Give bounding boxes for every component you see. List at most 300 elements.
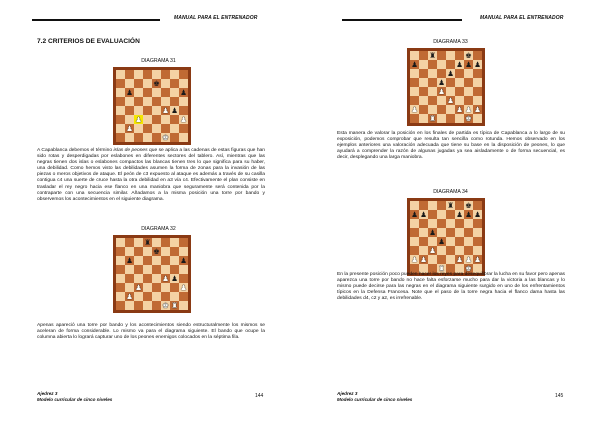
board-square <box>455 219 464 228</box>
board-square <box>446 78 455 87</box>
white-pawn-icon: ♟ <box>180 283 187 292</box>
white-pawn-icon: ♟ <box>420 255 427 264</box>
board-square <box>125 247 134 256</box>
board-square <box>143 88 152 97</box>
board-square <box>125 70 134 79</box>
board-square <box>116 97 125 106</box>
board-square <box>152 265 161 274</box>
board-square <box>473 96 482 105</box>
board-square <box>116 265 125 274</box>
board-square <box>161 274 170 283</box>
white-pawn-icon: ♟ <box>135 115 142 124</box>
board-square <box>455 69 464 78</box>
board-square <box>464 69 473 78</box>
board-square <box>464 114 473 123</box>
black-king-icon: ♚ <box>153 247 160 256</box>
white-pawn-icon: ♟ <box>126 292 133 301</box>
board-square <box>170 115 179 124</box>
board-square <box>419 201 428 210</box>
board-square <box>134 70 143 79</box>
board-square <box>473 87 482 96</box>
board-square <box>410 114 419 123</box>
chess-board-diagram-32 <box>113 235 191 313</box>
white-pawn-icon: ♟ <box>474 105 481 114</box>
black-rook-icon: ♜ <box>447 201 454 210</box>
board-square <box>152 133 161 142</box>
board-square <box>116 283 125 292</box>
black-rook-icon: ♜ <box>144 238 151 247</box>
board-square <box>134 115 143 124</box>
board-square <box>125 88 134 97</box>
board-square <box>410 228 419 237</box>
chess-board-diagram-33 <box>407 48 485 126</box>
board-square <box>143 115 152 124</box>
board-square <box>179 97 188 106</box>
white-pawn-icon: ♟ <box>162 274 169 283</box>
black-rook-icon: ♜ <box>429 51 436 60</box>
running-header: MANUAL PARA EL ENTRENADOR <box>174 15 258 21</box>
board-square <box>170 124 179 133</box>
paragraph-torre-por-bando: Apenas apareció una torre por bando y los acontecimientos siendo estructuralmente los mismos se aceleran de forma considerable. Lo mismo va para el diagrama siguiente. El bando que ocupe la columna abierta lo logrará capturar uno de los peones enemigos colocados en la séptima fila. <box>37 323 265 341</box>
board-square <box>116 247 125 256</box>
board-square <box>410 237 419 246</box>
board-square <box>134 79 143 88</box>
board-square <box>455 237 464 246</box>
board-square <box>419 255 428 264</box>
board-square <box>464 228 473 237</box>
white-rook-icon: ♜ <box>429 114 436 123</box>
board-square <box>446 255 455 264</box>
board-square <box>116 256 125 265</box>
board-square <box>437 219 446 228</box>
black-pawn-icon: ♟ <box>438 78 445 87</box>
board-square <box>437 201 446 210</box>
board-square <box>161 256 170 265</box>
board-square <box>170 97 179 106</box>
board-square <box>152 106 161 115</box>
header-rule <box>32 19 160 21</box>
board-square <box>170 247 179 256</box>
board-square <box>428 78 437 87</box>
board-square <box>125 124 134 133</box>
board-square <box>116 133 125 142</box>
chess-board-diagram-34 <box>407 198 485 276</box>
paragraph-defensa-francesa: En la presente posición poco pueden hacer los reyes para desequilibrar la lucha en su favor pero apenas aparezca una torre por bando no hace falta esforzarse mucho para dar la victoria a las blancas y lo mismo puede decirse para las negras en el diagrama siguiente surgido en uno de los enfrentamientos típicos en la Defensa Francesa. Note que el paso de la torre negra hacia el flanco dama hasta las debilidades d4, c2 y a2, es irrefrenable. <box>337 272 565 302</box>
board-square <box>473 69 482 78</box>
board-square <box>437 210 446 219</box>
board-square <box>134 238 143 247</box>
board-square <box>473 210 482 219</box>
board-square <box>419 105 428 114</box>
board-square <box>125 274 134 283</box>
board-square <box>170 70 179 79</box>
board-square <box>410 255 419 264</box>
paragraph-capablanca-valoracion: Esta manera de valorar la posición en los finales de partida es típica de Capablanca a lo largo de su exposición, podemos comprobar que resulta tan sencilla como rotunda. Hemos observado en los ejemplos anteriores una valoración adecuada que tiene su base en la disposición de peones, lo que ayudará a comprender la razón de algunas jugadas ya sea aisladamente o de forma secuencial, es decir, desplegando una larga maniobra. <box>337 131 565 161</box>
board-square <box>179 283 188 292</box>
board-square <box>152 256 161 265</box>
board-square <box>419 96 428 105</box>
board-square <box>170 88 179 97</box>
board-square <box>134 265 143 274</box>
board-square <box>143 79 152 88</box>
board-square <box>428 246 437 255</box>
board-square <box>134 106 143 115</box>
diagram-33-label: DIAGRAMA 33 <box>433 39 468 45</box>
board-square <box>161 238 170 247</box>
board-square <box>143 292 152 301</box>
white-rook-icon: ♜ <box>438 264 445 273</box>
black-king-icon: ♚ <box>465 201 472 210</box>
board-square <box>455 210 464 219</box>
board-square <box>170 256 179 265</box>
board-square <box>170 238 179 247</box>
board-square <box>473 114 482 123</box>
board-square <box>143 247 152 256</box>
board-square <box>179 115 188 124</box>
board-square <box>473 228 482 237</box>
board-square <box>446 69 455 78</box>
board-square <box>410 210 419 219</box>
board-square <box>446 210 455 219</box>
black-king-icon: ♚ <box>465 51 472 60</box>
black-pawn-icon: ♟ <box>171 106 178 115</box>
white-king-icon: ♚ <box>465 114 472 123</box>
black-pawn-icon: ♟ <box>438 237 445 246</box>
board-square <box>464 96 473 105</box>
board-square <box>428 51 437 60</box>
board-square <box>125 238 134 247</box>
board-square <box>161 97 170 106</box>
board-square <box>143 274 152 283</box>
board-square <box>152 88 161 97</box>
diagram-34-label: DIAGRAMA 34 <box>433 189 468 195</box>
black-pawn-icon: ♟ <box>465 60 472 69</box>
white-pawn-icon: ♟ <box>126 124 133 133</box>
footer-line-2: Modelo curricular de cinco niveles <box>337 396 413 402</box>
black-pawn-icon: ♟ <box>126 88 133 97</box>
board-square <box>446 219 455 228</box>
board-square <box>473 60 482 69</box>
board-square <box>179 124 188 133</box>
board-square <box>143 106 152 115</box>
italic-term: islas de peones <box>113 148 148 153</box>
board-square <box>179 247 188 256</box>
black-king-icon: ♚ <box>153 79 160 88</box>
chess-board-diagram-31 <box>113 67 191 145</box>
board-square <box>410 201 419 210</box>
board-square <box>428 237 437 246</box>
board-square <box>428 219 437 228</box>
board-square <box>455 60 464 69</box>
board-square <box>161 301 170 310</box>
black-pawn-icon: ♟ <box>180 256 187 265</box>
board-square <box>161 247 170 256</box>
board-square <box>410 105 419 114</box>
board-square <box>143 238 152 247</box>
black-pawn-icon: ♟ <box>411 60 418 69</box>
board-square <box>161 265 170 274</box>
board-square <box>455 246 464 255</box>
board-square <box>179 265 188 274</box>
board-square <box>446 96 455 105</box>
board-square <box>464 51 473 60</box>
board-square <box>428 114 437 123</box>
board-square <box>446 246 455 255</box>
board-square <box>134 283 143 292</box>
board-square <box>134 247 143 256</box>
board-square <box>170 301 179 310</box>
header-rule <box>342 19 462 21</box>
board-square <box>161 106 170 115</box>
board-square <box>473 51 482 60</box>
board-square <box>437 237 446 246</box>
board-square <box>419 210 428 219</box>
board-square <box>179 70 188 79</box>
white-pawn-icon: ♟ <box>438 87 445 96</box>
board-square <box>455 114 464 123</box>
board-square <box>179 238 188 247</box>
board-square <box>125 265 134 274</box>
board-square <box>473 246 482 255</box>
board-square <box>143 283 152 292</box>
white-king-icon: ♚ <box>465 264 472 273</box>
board-square <box>428 69 437 78</box>
board-square <box>161 115 170 124</box>
board-square <box>455 255 464 264</box>
board-square <box>116 70 125 79</box>
board-square <box>455 201 464 210</box>
board-square <box>134 292 143 301</box>
board-square <box>179 292 188 301</box>
footer-line-1: Ajedrez 3 <box>337 391 358 396</box>
board-square <box>446 105 455 114</box>
board-square <box>152 115 161 124</box>
black-pawn-icon: ♟ <box>429 228 436 237</box>
board-square <box>437 255 446 264</box>
board-square <box>464 246 473 255</box>
board-square <box>125 301 134 310</box>
board-square <box>437 96 446 105</box>
black-pawn-icon: ♟ <box>474 210 481 219</box>
board-square <box>410 96 419 105</box>
page-number: 144 <box>255 393 264 399</box>
board-square <box>446 51 455 60</box>
board-square <box>419 87 428 96</box>
board-square <box>125 256 134 265</box>
board-square <box>179 256 188 265</box>
board-square <box>161 70 170 79</box>
board-square <box>419 114 428 123</box>
white-pawn-icon: ♟ <box>162 106 169 115</box>
board-square <box>152 124 161 133</box>
white-rook-icon: ♜ <box>171 301 178 310</box>
board-square <box>428 87 437 96</box>
board-square <box>410 219 419 228</box>
board-square <box>170 106 179 115</box>
board-square <box>428 228 437 237</box>
board-square <box>428 255 437 264</box>
white-king-icon: ♚ <box>162 301 169 310</box>
board-square <box>410 60 419 69</box>
diagram-31-label: DIAGRAMA 31 <box>141 58 176 64</box>
board-square <box>125 97 134 106</box>
paragraph-islas-de-peones: A Capablanca debemos el término islas de peones que se aplica a las cadenas de estas figuras que han sido rotas y desperdigadas por eslabones en diferentes sectores del tablero. Así, mientras que las negras tienen dos islas o eslabones compactos las blancas tienen tres lo que significa para su haber, una debilidad. Como hemos visto las debilidades asumen la forma de zonas para la invasión de las piezas o meros objetivos de ataque. El peón de c3 expuesto al ataque es además a través de su casilla contigua c4 una suerte de cruce hasta la otra debilidad en a3 vía c4. Efectivamente el plan consiste en trasladar el rey negro hacia ese flanco en una maniobra que seguramente será contenida por la contraparte con una secuencia similar. Añadamos a la misma posición una torre por bando y observemos los acontecimientos en el siguiente diagrama. <box>37 148 265 202</box>
black-pawn-icon: ♟ <box>474 60 481 69</box>
board-square <box>170 274 179 283</box>
board-square <box>152 301 161 310</box>
board-square <box>428 210 437 219</box>
board-square <box>152 292 161 301</box>
board-square <box>410 246 419 255</box>
board-square <box>446 201 455 210</box>
board-square <box>125 283 134 292</box>
board-square <box>152 274 161 283</box>
board-square <box>455 51 464 60</box>
diagram-32-label: DIAGRAMA 32 <box>141 226 176 232</box>
board-square <box>446 237 455 246</box>
black-pawn-icon: ♟ <box>420 210 427 219</box>
running-header: MANUAL PARA EL ENTRENADOR <box>480 15 564 21</box>
black-pawn-icon: ♟ <box>126 256 133 265</box>
board-square <box>116 88 125 97</box>
board-square <box>116 301 125 310</box>
board-square <box>464 105 473 114</box>
board-square <box>152 283 161 292</box>
white-king-icon: ♚ <box>162 133 169 142</box>
board-square <box>125 115 134 124</box>
board-square <box>437 228 446 237</box>
board-square <box>437 87 446 96</box>
board-square <box>464 219 473 228</box>
board-square <box>134 256 143 265</box>
footer-line-2: Modelo curricular de cinco niveles <box>37 396 113 402</box>
page-number: 145 <box>555 393 564 399</box>
board-square <box>455 87 464 96</box>
board-square <box>170 283 179 292</box>
board-square <box>116 238 125 247</box>
black-pawn-icon: ♟ <box>456 210 463 219</box>
white-pawn-icon: ♟ <box>411 105 418 114</box>
board-square <box>179 88 188 97</box>
board-square <box>446 60 455 69</box>
right-page <box>300 0 600 424</box>
white-pawn-icon: ♟ <box>447 96 454 105</box>
board-square <box>161 292 170 301</box>
board-square <box>161 88 170 97</box>
board-square <box>455 78 464 87</box>
board-square <box>428 96 437 105</box>
board-square <box>179 301 188 310</box>
board-square <box>455 228 464 237</box>
board-square <box>134 124 143 133</box>
board-square <box>116 274 125 283</box>
black-pawn-icon: ♟ <box>447 69 454 78</box>
board-square <box>134 274 143 283</box>
board-square <box>446 228 455 237</box>
board-square <box>455 96 464 105</box>
board-square <box>473 78 482 87</box>
black-pawn-icon: ♟ <box>180 88 187 97</box>
board-square <box>419 219 428 228</box>
board-square <box>134 97 143 106</box>
board-square <box>152 247 161 256</box>
board-square <box>455 105 464 114</box>
board-square <box>437 51 446 60</box>
board-square <box>125 292 134 301</box>
board-square <box>143 124 152 133</box>
board-square <box>170 265 179 274</box>
black-pawn-icon: ♟ <box>456 60 463 69</box>
board-square <box>161 124 170 133</box>
board-square <box>152 70 161 79</box>
board-square <box>419 60 428 69</box>
board-square <box>464 60 473 69</box>
board-square <box>179 133 188 142</box>
board-square <box>152 79 161 88</box>
board-square <box>464 237 473 246</box>
board-square <box>152 97 161 106</box>
board-square <box>437 105 446 114</box>
board-square <box>143 265 152 274</box>
board-square <box>464 201 473 210</box>
white-pawn-icon: ♟ <box>429 246 436 255</box>
board-square <box>125 79 134 88</box>
section-title: 7.2 CRITERIOS DE EVALUACIÓN <box>37 38 140 45</box>
board-square <box>410 87 419 96</box>
board-square <box>170 133 179 142</box>
board-square <box>143 256 152 265</box>
white-pawn-icon: ♟ <box>465 255 472 264</box>
board-square <box>446 87 455 96</box>
board-square <box>473 237 482 246</box>
board-square <box>419 69 428 78</box>
board-square <box>437 114 446 123</box>
board-square <box>116 124 125 133</box>
white-pawn-icon: ♟ <box>180 115 187 124</box>
board-square <box>428 105 437 114</box>
board-square <box>419 237 428 246</box>
board-square <box>419 78 428 87</box>
board-square <box>116 115 125 124</box>
board-square <box>419 51 428 60</box>
board-square <box>116 292 125 301</box>
board-square <box>464 87 473 96</box>
board-square <box>473 201 482 210</box>
board-square <box>170 79 179 88</box>
board-square <box>428 201 437 210</box>
board-square <box>437 69 446 78</box>
board-square <box>419 246 428 255</box>
board-square <box>152 238 161 247</box>
board-square <box>143 301 152 310</box>
white-pawn-icon: ♟ <box>465 105 472 114</box>
white-pawn-icon: ♟ <box>456 105 463 114</box>
board-square <box>161 283 170 292</box>
board-square <box>473 255 482 264</box>
white-pawn-icon: ♟ <box>411 255 418 264</box>
board-square <box>134 133 143 142</box>
board-square <box>143 70 152 79</box>
board-square <box>161 133 170 142</box>
board-square <box>134 88 143 97</box>
footer-book-title <box>337 391 412 403</box>
black-pawn-icon: ♟ <box>171 274 178 283</box>
board-square <box>428 60 437 69</box>
board-square <box>473 105 482 114</box>
board-square <box>116 106 125 115</box>
board-square <box>410 51 419 60</box>
white-pawn-icon: ♟ <box>135 283 142 292</box>
